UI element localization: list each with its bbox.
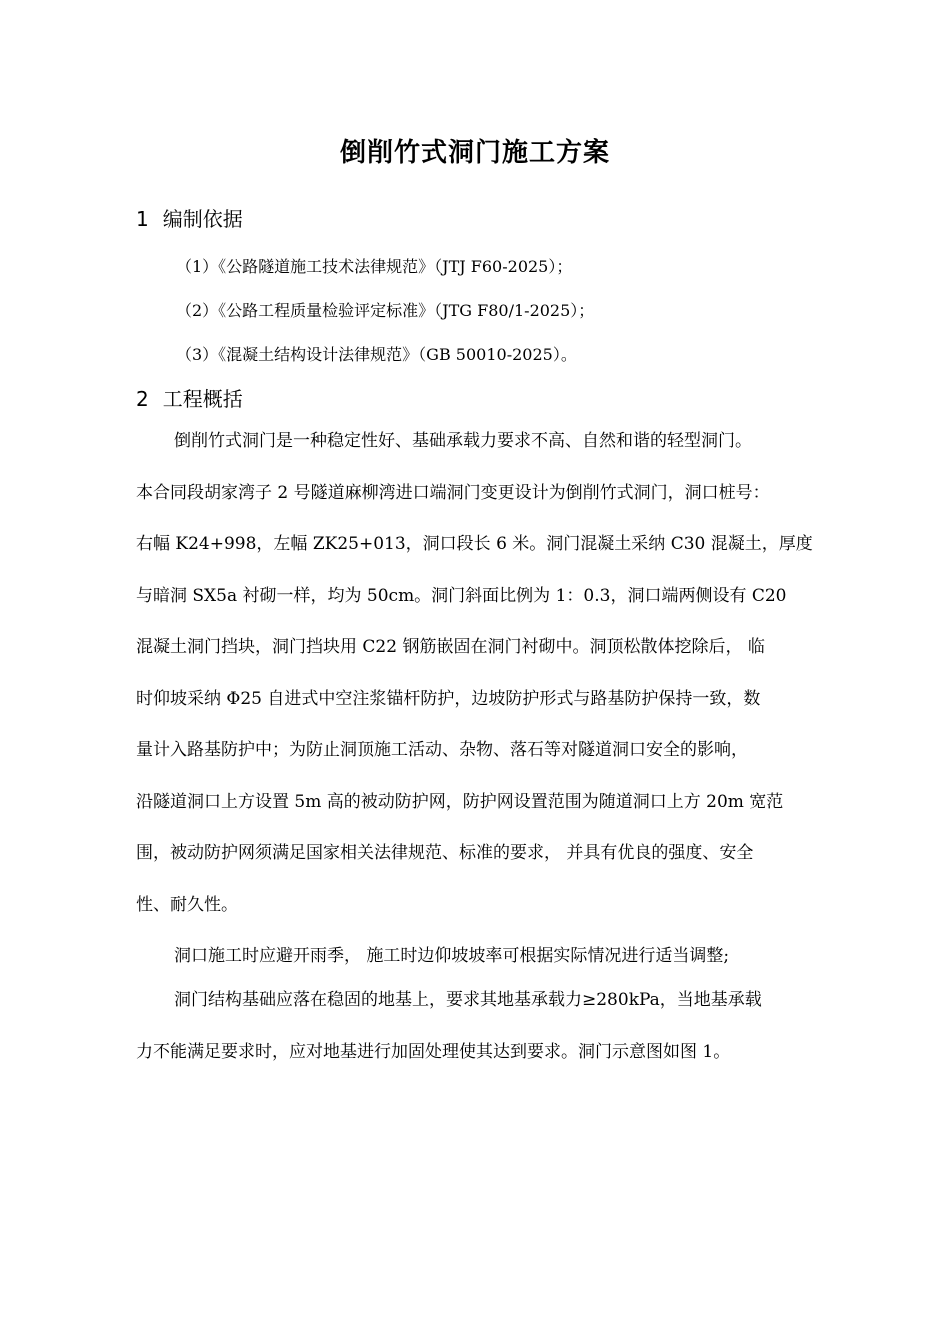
paragraph-line: 力不能满足要求时，应对地基进行加固处理使其达到要求。洞门示意图如图 1。 — [136, 1041, 731, 1062]
paragraph-line: 量计入路基防护中；为防止洞顶施工活动、杂物、落石等对隧道洞口安全的影响， — [136, 740, 748, 760]
section-number: 2 — [136, 387, 149, 411]
paragraph-line: 围，被动防护网须满足国家相关法律规范、标准的要求， 并具有优良的强度、安全 — [136, 843, 754, 863]
paragraph-foundation — [136, 975, 836, 1078]
paragraph-line: 倒削竹式洞门是一种稳定性好、基础承载力要求不高、自然和谐的轻型洞门。 — [174, 431, 752, 451]
reference-item: （3）《混凝土结构设计法律规范》（GB 50010-2025）。 — [176, 345, 577, 364]
paragraph-line: 沿隧道洞口上方设置 5m 高的被动防护网，防护网设置范围为随道洞口上方 20m 宽范 — [136, 791, 784, 812]
paragraph-line: 右幅 K24+998，左幅 ZK25+013，洞口段长 6 米。洞门混凝土采纳 C30 混凝土，厚度 — [136, 534, 813, 554]
paragraph-line: 洞门结构基础应落在稳固的地基上，要求其地基承载力≥280kPa，当地基承载 — [174, 990, 762, 1010]
paragraph-line: 洞口施工时应避开雨季， 施工时边仰坡坡率可根据实际情况进行适当调整; — [174, 946, 730, 966]
paragraph-line: 性、耐久性。 — [136, 894, 238, 915]
section-title: 编制依据 — [162, 207, 243, 231]
paragraph-line: 时仰坡采纳 Φ25 自进式中空注浆锚杆防护，边坡防护形式与路基防护保持一致，数 — [136, 688, 761, 709]
paragraph-overview — [136, 416, 836, 931]
section-heading-1 — [136, 203, 243, 232]
section-title: 工程概括 — [162, 387, 243, 411]
document-title: 倒削竹式洞门施工方案 — [339, 138, 610, 168]
reference-item: （2）《公路工程质量检验评定标准》（JTG F80/1-2025）； — [176, 301, 595, 320]
section-heading-2 — [136, 383, 243, 412]
paragraph-line: 混凝土洞门挡块，洞门挡块用 C22 钢筋嵌固在洞门衬砌中。洞顶松散体挖除后， 临 — [136, 637, 765, 657]
reference-item: （1）《公路隧道施工技术法律规范》（JTJ F60-2025）； — [176, 257, 573, 276]
paragraph-line: 本合同段胡家湾子 2 号隧道麻柳湾进口端洞门变更设计为倒削竹式洞门，洞口桩号： — [136, 482, 770, 503]
paragraph-line: 与暗洞 SX5a 衬砌一样，均为 50cm。洞门斜面比例为 1：0.3，洞口端两侧设有 C20 — [136, 585, 787, 606]
section-number: 1 — [136, 207, 149, 231]
